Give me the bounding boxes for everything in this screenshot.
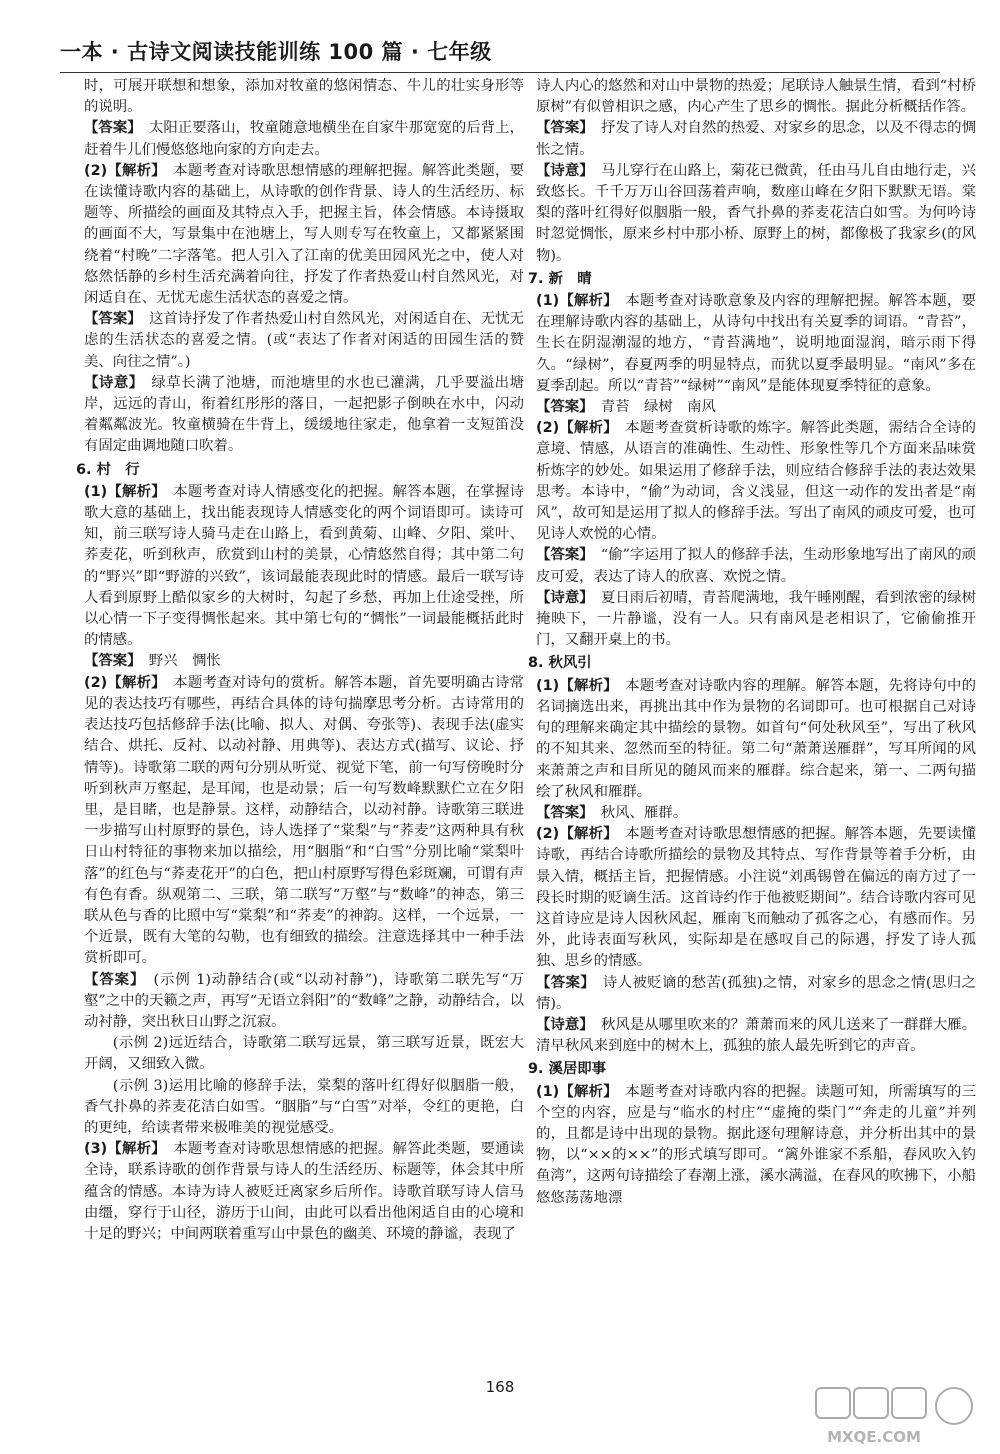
paragraph-text: 本题考查对诗歌思想情感的理解把握。解答此类题，要在读懂诗歌内容的基础上，从诗歌的创作背景、诗人的生活经历、标题等、所描绘的画面及其特点入手，把握主旨，体会情感。本诗摄取的画面不大，写景集中在池塘上，写人则专写在牧童上，又都紧紧围绕着“村晚”二字落笔。把人引入了江南的优美田园风光之中，使人对悠然恬静的乡村生活充满着向往，抒发了作者热爱山村自然风光，对闲适自在、无忧无虑生活状态的喜爱之情。 bbox=[84, 162, 524, 307]
label-tag: 【答案】 bbox=[536, 804, 587, 821]
answer-paragraph bbox=[536, 1015, 976, 1057]
label-tag: (2)【解析】 bbox=[536, 420, 611, 437]
body-paragraph: (示例 3)运用比喻的修辞手法，棠梨的落叶红得好似胭脂一般，香气扑鼻的荞麦花洁白如雪。“胭脂”与“白雪”对举，令红的更艳，白的更纯，给读者带来极唯美的视觉感受。 bbox=[84, 1077, 524, 1136]
label-tag: 【诗意】 bbox=[536, 589, 587, 606]
paragraph-text: 秋风是从哪里吹来的？萧萧而来的风儿送来了一群群大雁。清早秋风来到庭中的树木上，孤独的旅人最先听到它的声音。 bbox=[536, 1016, 976, 1055]
answer-paragraph bbox=[84, 161, 524, 309]
label-tag: 【答案】 bbox=[84, 311, 135, 328]
paragraph-text: 夏日雨后初晴，青苔爬满地，我午睡刚醒，看到浓密的绿树掩映下，一片静谧，没有一人。只有南风是老相识了，它偷偷推开门，又翻开桌上的书。 bbox=[536, 589, 976, 649]
section-heading: 6. 村 行 bbox=[76, 461, 140, 478]
paragraph-text: 这首诗抒发了作者热爱山村自然风光，对闲适自在、无忧无虑的生活状态的喜爱之情。(或“表达了作者对闲适的田园生活的赞美、向往之情”。) bbox=[84, 311, 524, 370]
paragraph-text: 本题考查对诗歌思想情感的把握。解答此类题，要通读全诗，联系诗歌的创作背景与诗人的生活经历、标题等，体会其中所蕴含的情感。本诗为诗人被贬迁离家乡后所作。诗歌首联写诗人信马由缰，穿行于山径，游历于山间，由此可以看出他闲适自由的心境和十足的野兴；中间两联着重写山中景色的幽美、环境的静谧，表现了 bbox=[84, 1141, 524, 1242]
answer-paragraph bbox=[536, 118, 976, 160]
label-tag: 【诗意】 bbox=[84, 374, 137, 391]
page-number: 168 bbox=[485, 1378, 515, 1396]
paragraph-text: 抒发了诗人对自然的热爱、对家乡的思念，以及不得志的惆怅之情。 bbox=[536, 120, 976, 158]
answer-paragraph bbox=[536, 803, 976, 824]
label-tag: 【答案】 bbox=[536, 547, 587, 564]
answer-paragraph bbox=[84, 118, 524, 160]
paragraph-text: 青苔 绿树 南风 bbox=[586, 399, 716, 416]
watermark-logo bbox=[814, 1386, 986, 1448]
paragraph-text: “偷”字运用了拟人的修辞手法，生动形象地写出了南风的顽皮可爱，表达了诗人的欣喜、欢悦之情。 bbox=[536, 547, 976, 585]
answer-paragraph bbox=[536, 824, 976, 972]
label-tag: (2)【解析】 bbox=[536, 826, 611, 843]
answer-paragraph bbox=[536, 545, 976, 587]
answer-paragraph bbox=[536, 676, 976, 803]
right-column bbox=[528, 76, 976, 1209]
paragraph-text: 本题考查对诗歌内容的理解。解答本题，先将诗句中的名词摘选出来，再挑出其中作为景物的名词即可。也可根据自己对诗句的理解来确定其中描绘的景物。如首句“何处秋风至”，写出了秋风的不知其来、忽然而至的特征。第二句“萧萧送雁群”，写耳所闻的风来萧萧之声和目所见的随风而来的雁群。综合起来，第一、二两句描绘了秋风和雁群。 bbox=[536, 677, 976, 800]
answer-paragraph bbox=[84, 482, 524, 652]
label-tag: (1)【解析】 bbox=[84, 483, 159, 500]
label-tag: (1)【解析】 bbox=[536, 293, 611, 310]
label-tag: (1)【解析】 bbox=[536, 677, 611, 694]
section-heading: 7. 新 晴 bbox=[528, 270, 592, 287]
section-heading: 8. 秋风引 bbox=[528, 655, 592, 672]
paragraph-text: 绿草长满了池塘，而池塘里的水也已灌满，几乎要溢出塘岸，远远的青山，衔着红彤彤的落日，一起把影子倒映在水中，闪动着粼粼波光。牧童横骑在牛背上，缓缓地往家走，他拿着一支短笛没有固定曲调地随口吹着。 bbox=[84, 374, 524, 455]
paragraph-text: 诗人被贬谪的愁苦(孤独)之情，对家乡的思念之情(思归之情)。 bbox=[536, 974, 976, 1012]
answer-paragraph bbox=[84, 673, 524, 970]
answer-paragraph bbox=[536, 973, 976, 1015]
paragraph-text: 本题考查赏析诗歌的炼字。解答此类题，需结合全诗的意境、情感，从语言的准确性、生动性、形象性等几个方面来品味赏析炼字的妙处。如果运用了修辞手法，则应结合修辞手法的表达效果思考。本诗中，“偷”为动词，含义浅显，但这一动作的发出者是“南风”，故可知是运用了拟人的修辞手法。写出了南风的顽皮可爱，也可见诗人欢悦的心情。 bbox=[536, 420, 976, 543]
label-tag: (1)【解析】 bbox=[536, 1083, 611, 1100]
label-tag: 【答案】 bbox=[84, 120, 135, 137]
body-paragraph: (示例 2)远近结合，诗歌第二联写远景，第三联写近景，既宏大开阔，又细致入微。 bbox=[84, 1035, 524, 1073]
label-tag: 【答案】 bbox=[536, 120, 587, 137]
label-tag: (2)【解析】 bbox=[84, 162, 159, 179]
label-tag: 【答案】 bbox=[536, 974, 589, 991]
paragraph-text: 本题考查对诗歌意象及内容的理解把握。解答本题，要在理解诗歌内容的基础上，从诗句中找出有关夏季的词语。“青苔”，生长在阴湿潮湿的地方，“青苔满地”，说明地面湿润，暗示雨下得久。“绿树”，春夏两季的明显特点，而犹以夏季最明显。“南风”多在夏季刮起。所以“青苔”“绿树”“南风”是能体现夏季特征的意象。 bbox=[536, 293, 976, 394]
answer-paragraph bbox=[536, 588, 976, 652]
left-column bbox=[76, 76, 524, 1245]
paragraph-text: (示例 1)动静结合(或“以动衬静”)，诗歌第二联先写“万壑”之中的天籁之声，再写“无语立斜阳”的“数峰”之静，动静结合，以动衬静，突出秋日山野之沉寂。 bbox=[84, 971, 524, 1030]
paragraph-text: 野兴 惆怅 bbox=[134, 653, 221, 670]
answer-paragraph bbox=[84, 651, 524, 672]
paragraph-text: 本题考查对诗歌思想情感的把握。解答本题，先要读懂诗歌，再结合诗歌所描绘的景物及其特点、写作背景等着手分析，由景入情，概括主旨，把握情感。小注说“刘禹锡曾在偏远的南方过了一段长时期的贬谪生活。这首诗约作于他被贬期间”。结合诗歌内容可见这首诗应是诗人因秋风起，雁南飞而触动了孤客之心，有感而作。另外，此诗表面写秋风，实际却是在感叹自己的际遇，抒发了诗人孤独、思乡的情感。 bbox=[536, 826, 976, 970]
paragraph-text: 本题考查对诗歌内容的把握。读题可知，所需填写的三个空的内容，应是与“临水的村庄”“虚掩的柴门”“奔走的儿童”并列的，且都是诗中出现的景物。据此逐句理解诗意，并分析出其中的景物，以“××的××”的形式填写即可。“篱外谁家不系船，春风吹入钓鱼湾”，这两句诗描绘了春潮上涨，溪水满溢，在春风的吹拂下，小船悠悠荡荡地漂 bbox=[536, 1083, 976, 1206]
paragraph-text: 本题考查对诗句的赏析。解答本题，首先要明确古诗常见的表达技巧有哪些，再结合具体的诗句揣摩思考分析。古诗常用的表达技巧包括修辞手法(比喻、拟人、对偶、夸张等)、表现手法(虚实结合、烘托、反衬、以动衬静、用典等)、表达方式(描写、议论、抒情等)。诗歌第二联的两句分别从听觉、视觉下笔，前一句写傍晚时分听到秋声万壑起，是耳闻，也是动景；后一句写数峰默默伫立在夕阳里，是目睹，也是静景。这样，动静结合，以动衬静。诗歌第三联进一步描写山村原野的景色，诗人选择了“棠梨”与“荞麦”这两种具有秋日山村特征的事物来加以描绘，用“胭脂”和“白雪”分别比喻“棠梨叶落”的红色与“荞麦花开”的白色，把山村原野写得色彩斑斓，可谓有声有色有香。纵观第二、三联，第二联写“万壑”与“数峰”的神态，第三联从色与香的比照中写“棠梨”和“荞麦”的神韵。这样，一个远景，一个近景，既有大笔的勾勒，也有细致的描绘。注意选择其中一种手法赏析即可。 bbox=[84, 674, 524, 967]
label-tag: 【诗意】 bbox=[536, 1016, 587, 1033]
page-header bbox=[60, 22, 940, 73]
answer-paragraph bbox=[536, 1082, 976, 1209]
paragraph-text: 本题考查对诗人情感变化的把握。解答本题，在掌握诗歌大意的基础上，找出能表现诗人情感变化的两个词语即可。读诗可知，前三联写诗人骑马走在山路上，看到黄菊、山峰、夕阳、棠叶、荞麦花，听到秋声，欣赏到山村的美景，心情悠然自得；其中第二句的“野兴”即“野游的兴致”，该词最能表现此时的情感。最后一联写诗人看到原野上酷似家乡的大树时，勾起了乡愁，再加上仕途受挫，所以心情一下子变得惆怅起来。其中第七句的“惆怅”一词最能概括此时的情感。 bbox=[84, 483, 524, 649]
body-paragraph: 时，可展开联想和想象，添加对牧童的悠闲情态、牛儿的壮实身形等的说明。 bbox=[84, 78, 524, 116]
section-heading: 9. 溪居即事 bbox=[528, 1061, 607, 1078]
svg-text:MXQE.COM: MXQE.COM bbox=[827, 1428, 921, 1446]
answer-paragraph bbox=[84, 970, 524, 1034]
answer-paragraph bbox=[536, 397, 976, 418]
answer-paragraph bbox=[536, 161, 976, 267]
label-tag: 【答案】 bbox=[84, 971, 139, 988]
header-title: 一本 · 古诗文阅读技能训练 100 篇 · 七年级 bbox=[60, 40, 492, 64]
answer-paragraph bbox=[536, 291, 976, 397]
body-paragraph: 诗人内心的悠然和对山中景物的热爱；尾联诗人触景生情，看到“村桥原树”有似曾相识之感，内心产生了思乡的惆怅。据此分析概括作答。 bbox=[536, 78, 976, 116]
answer-paragraph bbox=[536, 418, 976, 545]
answer-paragraph bbox=[84, 1139, 524, 1245]
paragraph-text: 太阳正要落山，牧童随意地横坐在自家牛那宽宽的后背上，赶着牛儿们慢悠悠地向家的方向走去。 bbox=[84, 120, 524, 158]
paragraph-text: 马儿穿行在山路上，菊花已微黄，任由马儿自由地行走，兴致悠长。千千万万山谷回荡着声响，数座山峰在夕阳下默默无语。棠梨的落叶红得好似胭脂一般，香气扑鼻的荞麦花洁白如雪。为何吟诗时忽觉惆怅，原来乡村中那小桥、原野上的树，都像极了我家乡(的风物)。 bbox=[536, 162, 976, 264]
paragraph-text: 秋风、雁群。 bbox=[586, 804, 688, 821]
label-tag: (2)【解析】 bbox=[84, 674, 159, 691]
answer-paragraph bbox=[84, 309, 524, 373]
label-tag: 【诗意】 bbox=[536, 162, 587, 179]
label-tag: (3)【解析】 bbox=[84, 1141, 159, 1158]
label-tag: 【答案】 bbox=[536, 399, 587, 416]
label-tag: 【答案】 bbox=[84, 653, 135, 670]
answer-paragraph bbox=[84, 373, 524, 458]
